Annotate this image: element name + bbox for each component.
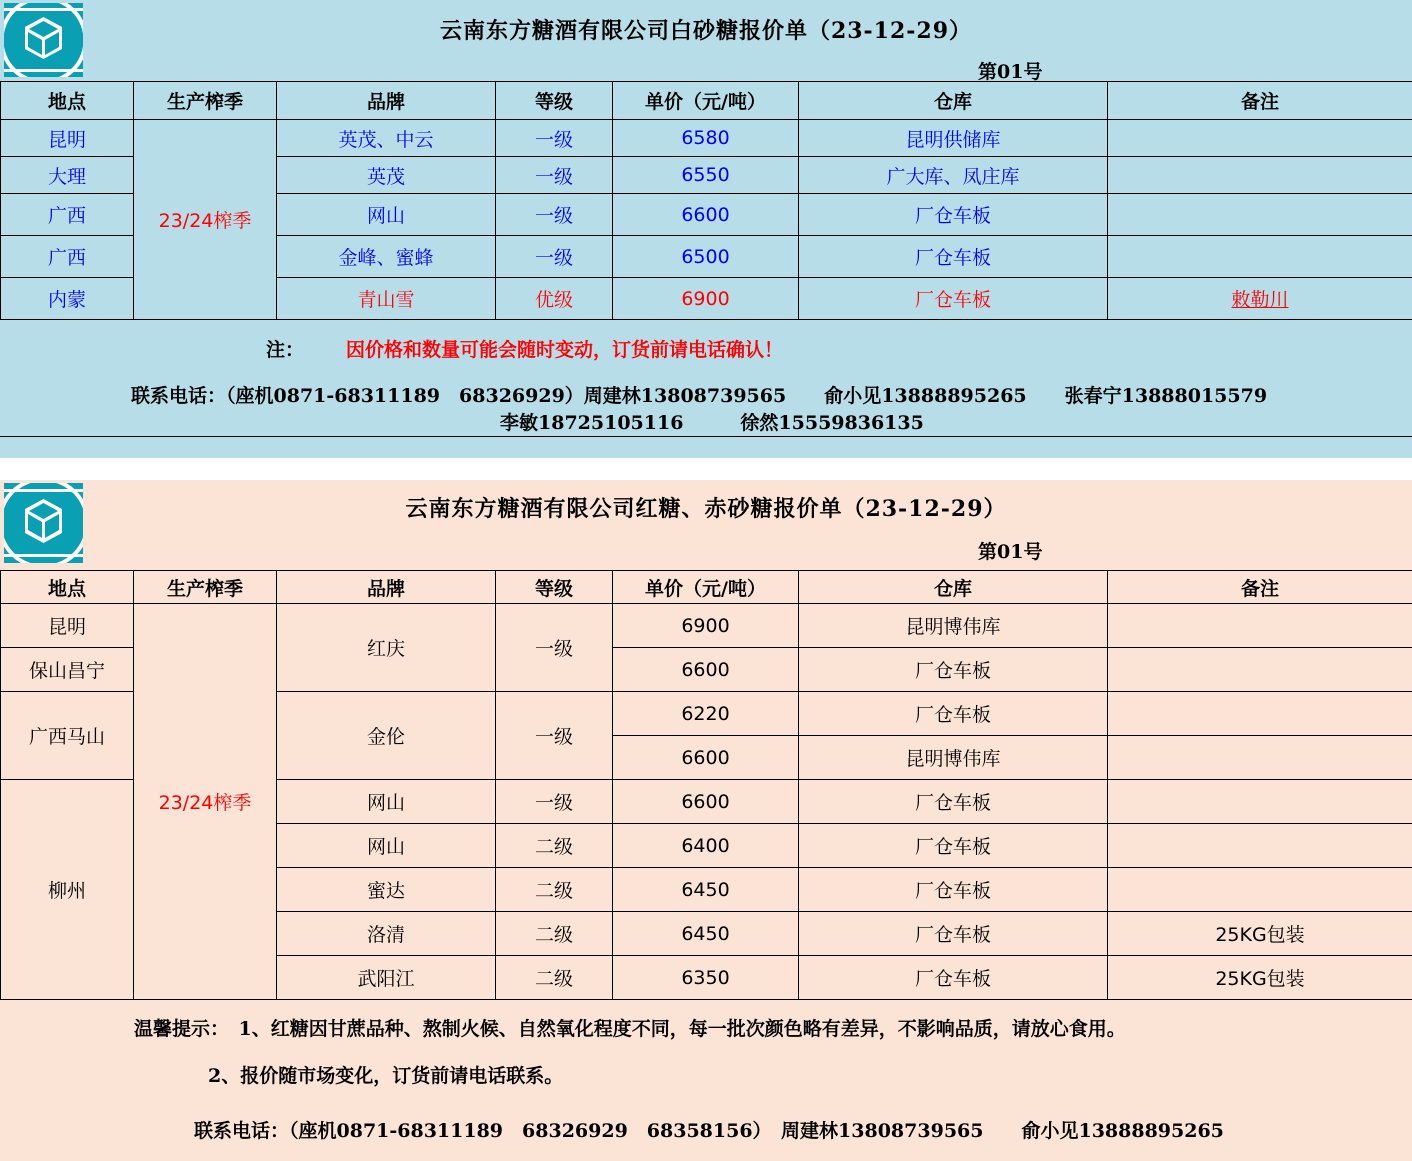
note-cell: 25KG包装 — [1108, 912, 1412, 956]
warehouse-cell: 昆明博伟库 — [799, 604, 1108, 648]
sheet-title: 云南东方糖酒有限公司红糖、赤砂糖报价单（23-12-29） — [405, 496, 1007, 522]
season-cell: 23/24榨季 — [134, 604, 277, 1000]
note-cell — [1108, 736, 1412, 780]
price-cell: 6600 — [613, 648, 799, 692]
note-cell: 敕勒川 — [1108, 278, 1412, 320]
place-cell: 昆明 — [1, 120, 134, 157]
brand-cell: 洛清 — [277, 912, 496, 956]
warehouse-cell: 厂仓车板 — [799, 278, 1108, 320]
warehouse-cell: 厂仓车板 — [799, 236, 1108, 278]
note-cell: 25KG包装 — [1108, 956, 1412, 1000]
place-cell: 广西 — [1, 194, 134, 236]
note-cell — [1108, 868, 1412, 912]
warehouse-cell: 厂仓车板 — [799, 824, 1108, 868]
season-cell: 23/24榨季 — [134, 120, 277, 320]
contact-line-2: 李敏18725105116 徐然15559836135 — [500, 412, 924, 434]
grade-cell: 一级 — [496, 692, 613, 780]
grade-cell: 一级 — [496, 780, 613, 824]
grade-cell: 一级 — [496, 194, 613, 236]
note-cell — [1108, 692, 1412, 736]
price-cell: 6580 — [613, 120, 799, 157]
price-cell: 6450 — [613, 912, 799, 956]
price-cell: 6900 — [613, 604, 799, 648]
brand-cell: 金峰、蜜蜂 — [277, 236, 496, 278]
note-cell — [1108, 780, 1412, 824]
grade-cell: 二级 — [496, 868, 613, 912]
header-place: 地点 — [1, 571, 134, 604]
header-brand: 品牌 — [277, 82, 496, 120]
header-note: 备注 — [1108, 571, 1412, 604]
header-price: 单价（元/吨） — [613, 571, 799, 604]
table-row — [1, 604, 1412, 648]
tip-line-1: 温馨提示： 1、红糖因甘蔗品种、熬制火候、自然氧化程度不同，每一批次颜色略有差异，不影响品质，请放心食用。 — [134, 1018, 1126, 1040]
note-cell — [1108, 120, 1412, 157]
header-place: 地点 — [1, 82, 134, 120]
serial-number: 第01号 — [978, 541, 1043, 563]
header-warehouse: 仓库 — [799, 571, 1108, 604]
note-cell — [1108, 824, 1412, 868]
table-row — [1, 120, 1412, 157]
warehouse-cell: 厂仓车板 — [799, 780, 1108, 824]
brand-cell: 红庆 — [277, 604, 496, 692]
note-cell — [1108, 604, 1412, 648]
header-note: 备注 — [1108, 82, 1412, 120]
price-cell: 6450 — [613, 868, 799, 912]
header-season: 生产榨季 — [134, 571, 277, 604]
grade-cell: 一级 — [496, 236, 613, 278]
warehouse-cell: 厂仓车板 — [799, 194, 1108, 236]
note-cell — [1108, 157, 1412, 194]
warehouse-cell: 厂仓车板 — [799, 868, 1108, 912]
brown-sugar-table — [0, 570, 1412, 1000]
grade-cell: 一级 — [496, 604, 613, 692]
grade-cell: 一级 — [496, 120, 613, 157]
place-cell: 大理 — [1, 157, 134, 194]
serial-number: 第01号 — [978, 61, 1043, 83]
price-cell: 6600 — [613, 780, 799, 824]
note-cell — [1108, 194, 1412, 236]
header-brand: 品牌 — [277, 571, 496, 604]
header-grade: 等级 — [496, 82, 613, 120]
brand-cell: 武阳江 — [277, 956, 496, 1000]
place-cell: 昆明 — [1, 604, 134, 648]
header-season: 生产榨季 — [134, 82, 277, 120]
price-cell: 6600 — [613, 736, 799, 780]
warehouse-cell: 厂仓车板 — [799, 692, 1108, 736]
price-cell: 6600 — [613, 194, 799, 236]
place-cell: 广西马山 — [1, 692, 134, 780]
price-cell: 6500 — [613, 236, 799, 278]
table-header-row — [1, 571, 1412, 604]
grade-cell: 二级 — [496, 824, 613, 868]
brand-cell: 英茂 — [277, 157, 496, 194]
table-header-row — [1, 82, 1412, 120]
grade-cell: 优级 — [496, 278, 613, 320]
brand-cell: 网山 — [277, 194, 496, 236]
warehouse-cell: 昆明供储库 — [799, 120, 1108, 157]
brand-cell: 青山雪 — [277, 278, 496, 320]
brand-cell: 蜜达 — [277, 868, 496, 912]
grade-cell: 一级 — [496, 157, 613, 194]
tip-line-2: 2、报价随市场变化，订货前请电话联系。 — [208, 1065, 564, 1087]
price-cell: 6900 — [613, 278, 799, 320]
price-cell: 6350 — [613, 956, 799, 1000]
brand-cell: 网山 — [277, 780, 496, 824]
place-cell: 保山昌宁 — [1, 648, 134, 692]
warehouse-cell: 昆明博伟库 — [799, 736, 1108, 780]
brown-sugar-price-sheet — [0, 480, 1412, 1161]
warehouse-cell: 厂仓车板 — [799, 912, 1108, 956]
note-cell — [1108, 236, 1412, 278]
place-cell: 内蒙 — [1, 278, 134, 320]
price-cell: 6220 — [613, 692, 799, 736]
place-cell: 柳州 — [1, 780, 134, 1000]
header-warehouse: 仓库 — [799, 82, 1108, 120]
white-sugar-price-sheet — [0, 0, 1412, 458]
warehouse-cell: 广大库、凤庄库 — [799, 157, 1108, 194]
header-grade: 等级 — [496, 571, 613, 604]
brand-cell: 网山 — [277, 824, 496, 868]
warehouse-cell: 厂仓车板 — [799, 956, 1108, 1000]
note-cell — [1108, 648, 1412, 692]
place-cell: 广西 — [1, 236, 134, 278]
note-label: 注： — [266, 339, 305, 361]
sheet-title: 云南东方糖酒有限公司白砂糖报价单（23-12-29） — [439, 18, 973, 44]
note-text: 因价格和数量可能会随时变动，订货前请电话确认！ — [346, 339, 784, 361]
brand-cell: 英茂、中云 — [277, 120, 496, 157]
price-cell: 6550 — [613, 157, 799, 194]
grade-cell: 二级 — [496, 912, 613, 956]
price-cell: 6400 — [613, 824, 799, 868]
white-sugar-table — [0, 81, 1412, 320]
warehouse-cell: 厂仓车板 — [799, 648, 1108, 692]
header-price: 单价（元/吨） — [613, 82, 799, 120]
contact-line-1: 联系电话：（座机0871-68311189 68326929）周建林13808739565 俞小见13888895265 张春宁13888015579 — [131, 385, 1268, 407]
contact-line: 联系电话：（座机0871-68311189 68326929 68358156） 周建林13808739565 俞小见13888895265 — [194, 1120, 1224, 1142]
bottom-border — [0, 436, 1412, 437]
brand-cell: 金伦 — [277, 692, 496, 780]
grade-cell: 二级 — [496, 956, 613, 1000]
